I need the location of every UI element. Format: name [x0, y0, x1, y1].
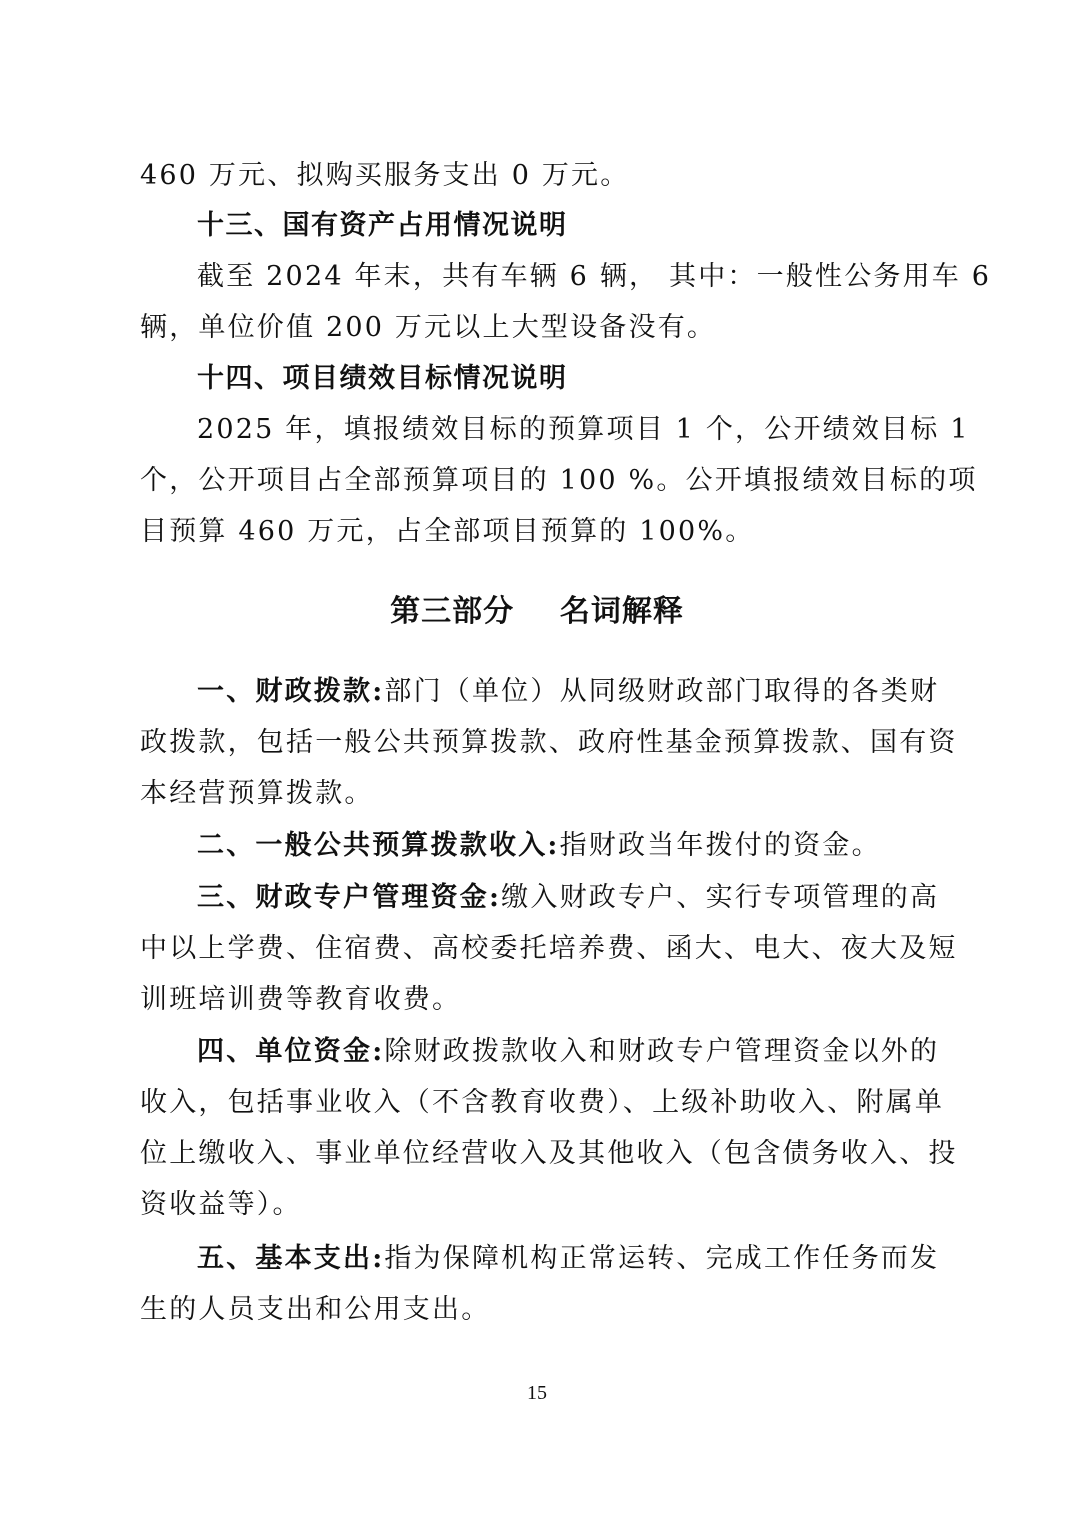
body-text-line: 目预算 460 万元，占全部项目预算的 100%。: [140, 516, 755, 547]
term-label: 五、基本支出:: [197, 1243, 385, 1274]
term-definition: 指为保障机构正常运转、完成工作任务而发: [384, 1243, 940, 1274]
body-text-line: 辆，单位价值 200 万元以上大型设备没有。: [140, 312, 717, 343]
body-text-line: 收入，包括事业收入（不含教育收费）、上级补助收入、附属单: [140, 1087, 945, 1118]
body-text-line: 中以上学费、住宿费、高校委托培养费、函大、电大、夜大及短: [140, 933, 958, 964]
body-text-line: 本经营预算拨款。: [140, 778, 374, 809]
body-text-line: 训班培训费等教育收费。: [140, 984, 462, 1015]
term-paragraph-1: [197, 674, 939, 710]
body-text-line: 2025 年，填报绩效目标的预算项目 1 个，公开绩效目标 1: [197, 414, 970, 445]
body-text-line: 生的人员支出和公用支出。: [140, 1294, 491, 1325]
term-label: 四、单位资金:: [197, 1036, 385, 1067]
body-text-line: 截至 2024 年末，共有车辆 6 辆， 其中：一般性公务用车 6: [197, 261, 992, 292]
body-text-line: 资收益等）。: [140, 1189, 302, 1220]
body-text-line: 政拨款，包括一般公共预算拨款、政府性基金预算拨款、国有资: [140, 727, 958, 758]
page-number: 15: [527, 1382, 547, 1404]
term-paragraph-4: [197, 1034, 939, 1070]
body-text-line: 460 万元、拟购买服务支出 0 万元。: [140, 160, 630, 191]
section-heading-14: 十四、项目绩效目标情况说明: [197, 363, 568, 394]
term-definition: 除财政拨款收入和财政专户管理资金以外的: [384, 1036, 940, 1067]
term-label: 一、财政拨款:: [197, 676, 385, 707]
part-title: 第三部分 名词解释: [390, 594, 684, 629]
body-text-line: 个，公开项目占全部预算项目的 100 %。公开填报绩效目标的项: [140, 465, 978, 496]
term-label: 二、一般公共预算拨款收入:: [197, 830, 560, 861]
section-heading-13: 十三、国有资产占用情况说明: [197, 210, 568, 241]
term-definition: 指财政当年拨付的资金。: [559, 830, 881, 861]
term-paragraph-2: [197, 828, 881, 864]
term-definition: 缴入财政专户、实行专项管理的高: [501, 882, 940, 913]
term-definition: 部门（单位）从同级财政部门取得的各类财: [384, 676, 940, 707]
body-text-line: 位上缴收入、事业单位经营收入及其他收入（包含债务收入、投: [140, 1138, 958, 1169]
term-label: 三、财政专户管理资金:: [197, 882, 502, 913]
term-paragraph-5: [197, 1241, 939, 1277]
term-paragraph-3: [197, 880, 939, 916]
